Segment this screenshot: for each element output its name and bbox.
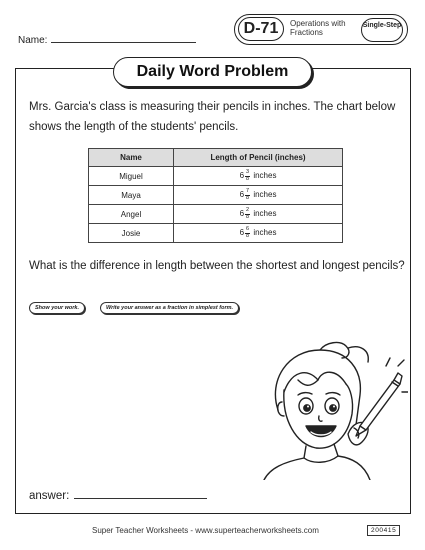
length-whole: 6 <box>239 190 245 200</box>
fraction-numerator: 6 <box>246 226 250 232</box>
length-fraction <box>245 208 250 220</box>
answer-label: answer: <box>29 490 70 502</box>
length-unit: inches <box>253 228 277 238</box>
fraction-numerator: 3 <box>246 169 250 175</box>
table-row <box>89 167 343 186</box>
table-row <box>89 224 343 243</box>
fraction-denominator: 8 <box>246 213 250 220</box>
length-whole: 6 <box>239 209 245 219</box>
length-unit: inches <box>253 171 277 181</box>
problem-intro: Mrs. Garcia's class is measuring their pencils in inches. The chart below shows the length of the students' pencils. <box>29 101 396 133</box>
header-length: Length of Pencil (inches) <box>174 149 343 167</box>
length-unit: inches <box>253 209 277 219</box>
header-name: Name <box>89 149 174 167</box>
length-unit: inches <box>253 190 277 200</box>
fraction-denominator: 8 <box>246 194 250 201</box>
page-title: Daily Word Problem <box>136 63 289 80</box>
table-row <box>89 186 343 205</box>
length-fraction <box>245 170 250 182</box>
student-name: Angel <box>89 205 174 224</box>
pencil-length <box>174 167 343 186</box>
show-work-badge: Show your work. <box>29 302 85 314</box>
student-name: Josie <box>89 224 174 243</box>
student-name: Miguel <box>89 167 174 186</box>
length-fraction <box>245 227 250 239</box>
pencil-length <box>174 186 343 205</box>
length-whole: 6 <box>239 228 245 238</box>
pencil-length <box>174 205 343 224</box>
title-banner <box>113 57 312 87</box>
worksheet-code-badge <box>234 14 408 45</box>
table-row <box>89 205 343 224</box>
length-fraction <box>245 189 250 201</box>
footer-code: 200415 <box>367 525 400 536</box>
worksheet-category: Operations with Fractions <box>290 19 346 37</box>
fraction-denominator: 8 <box>246 232 250 239</box>
fraction-numerator: 2 <box>246 207 250 213</box>
pencil-length-table <box>88 148 343 243</box>
fraction-numerator: 7 <box>246 188 250 194</box>
pencil-length <box>174 224 343 243</box>
length-whole: 6 <box>239 171 245 181</box>
name-label: Name: <box>18 35 48 46</box>
footer-text: Super Teacher Worksheets - www.superteacherworksheets.com <box>92 526 319 535</box>
table-body <box>89 167 343 243</box>
student-name: Maya <box>89 186 174 205</box>
answer-blank-line[interactable] <box>74 489 207 499</box>
worksheet-code: D-71 <box>238 17 284 41</box>
step-label: Single-Step <box>361 18 403 42</box>
name-field[interactable] <box>18 34 196 46</box>
problem-question: What is the difference in length between the shortest and longest pencils? <box>29 260 405 272</box>
answer-field[interactable] <box>29 489 207 502</box>
girl-with-pencil-illustration <box>248 340 408 480</box>
table-header-row <box>89 149 343 167</box>
simplest-form-badge: Write your answer as a fraction in simplest form. <box>100 302 239 314</box>
name-blank-line[interactable] <box>51 34 196 43</box>
fraction-denominator: 8 <box>246 175 250 182</box>
